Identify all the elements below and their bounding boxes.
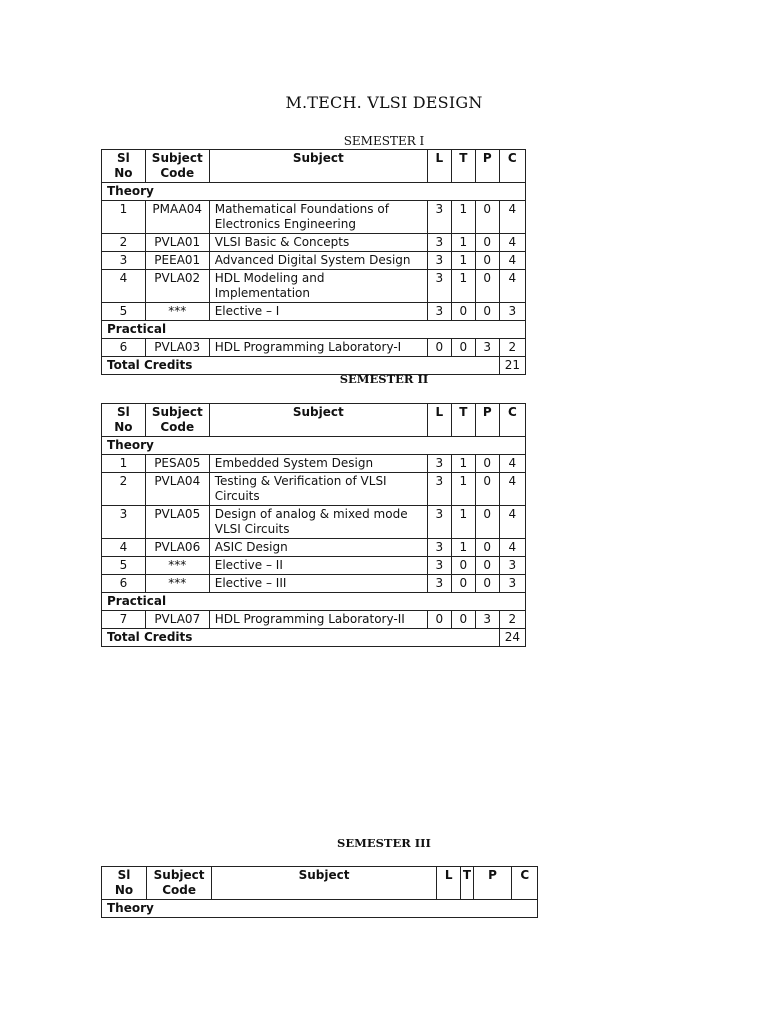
cell-subject: Elective – I xyxy=(209,303,427,321)
cell-p: 0 xyxy=(475,303,499,321)
cell-subject: ASIC Design xyxy=(209,539,427,557)
table-header-row xyxy=(102,150,526,183)
cell-sl: 3 xyxy=(102,252,146,270)
table-row xyxy=(102,270,526,303)
cell-sl: 5 xyxy=(102,303,146,321)
total-credits-value: 21 xyxy=(499,357,525,375)
cell-p: 0 xyxy=(475,557,499,575)
cell-l: 3 xyxy=(427,252,451,270)
cell-code: PVLA06 xyxy=(145,539,209,557)
cell-t: 0 xyxy=(451,611,475,629)
col-c: C xyxy=(499,404,525,437)
section-row xyxy=(102,900,538,918)
col-p: P xyxy=(475,150,499,183)
cell-sl: 1 xyxy=(102,455,146,473)
col-subject: Subject xyxy=(209,150,427,183)
table-row xyxy=(102,252,526,270)
document-title: M.TECH. VLSI DESIGN xyxy=(285,93,483,112)
cell-code: PEEA01 xyxy=(145,252,209,270)
semester-1-heading: SEMESTER I xyxy=(343,134,425,148)
cell-subject: Elective – III xyxy=(209,575,427,593)
cell-p: 3 xyxy=(475,611,499,629)
col-subject: Subject xyxy=(209,404,427,437)
cell-p: 0 xyxy=(475,539,499,557)
cell-subject: Embedded System Design xyxy=(209,455,427,473)
cell-subject: VLSI Basic & Concepts xyxy=(209,234,427,252)
section-label-practical: Practical xyxy=(102,321,526,339)
cell-code: PMAA04 xyxy=(145,201,209,234)
cell-t: 1 xyxy=(451,473,475,506)
col-c: C xyxy=(499,150,525,183)
cell-c: 4 xyxy=(499,252,525,270)
col-l: L xyxy=(427,150,451,183)
table-header-row xyxy=(102,867,538,900)
section-label-theory: Theory xyxy=(102,183,526,201)
cell-l: 3 xyxy=(427,201,451,234)
cell-t: 1 xyxy=(451,455,475,473)
cell-c: 4 xyxy=(499,234,525,252)
cell-code: *** xyxy=(145,575,209,593)
section-label-practical: Practical xyxy=(102,593,526,611)
cell-t: 1 xyxy=(451,270,475,303)
col-c: C xyxy=(512,867,538,900)
cell-sl: 7 xyxy=(102,611,146,629)
cell-code: PVLA01 xyxy=(145,234,209,252)
cell-code: PVLA07 xyxy=(145,611,209,629)
cell-t: 0 xyxy=(451,575,475,593)
cell-l: 3 xyxy=(427,557,451,575)
cell-subject: Advanced Digital System Design xyxy=(209,252,427,270)
cell-p: 0 xyxy=(475,234,499,252)
cell-c: 3 xyxy=(499,557,525,575)
cell-subject: Mathematical Foundations of Electronics Engineering xyxy=(209,201,427,234)
cell-sl: 6 xyxy=(102,339,146,357)
section-label-theory: Theory xyxy=(102,900,538,918)
section-row xyxy=(102,593,526,611)
cell-c: 4 xyxy=(499,270,525,303)
col-sl-no: Sl No xyxy=(102,867,147,900)
cell-p: 0 xyxy=(475,575,499,593)
cell-sl: 2 xyxy=(102,234,146,252)
col-t: T xyxy=(451,404,475,437)
cell-sl: 6 xyxy=(102,575,146,593)
cell-p: 0 xyxy=(475,455,499,473)
table-row xyxy=(102,234,526,252)
cell-code: PESA05 xyxy=(145,455,209,473)
col-subject: Subject xyxy=(212,867,437,900)
table-row xyxy=(102,575,526,593)
cell-l: 0 xyxy=(427,339,451,357)
table-row xyxy=(102,506,526,539)
col-l: L xyxy=(427,404,451,437)
col-p: P xyxy=(475,404,499,437)
table-row xyxy=(102,557,526,575)
section-row xyxy=(102,437,526,455)
cell-c: 2 xyxy=(499,339,525,357)
semester-1-table xyxy=(101,149,526,375)
semester-2-heading: SEMESTER II xyxy=(339,372,429,386)
cell-subject: Design of analog & mixed mode VLSI Circuits xyxy=(209,506,427,539)
section-label-theory: Theory xyxy=(102,437,526,455)
cell-p: 0 xyxy=(475,270,499,303)
cell-sl: 5 xyxy=(102,557,146,575)
cell-subject: HDL Programming Laboratory-II xyxy=(209,611,427,629)
cell-c: 3 xyxy=(499,303,525,321)
col-subject-code: Subject Code xyxy=(146,867,211,900)
cell-c: 4 xyxy=(499,473,525,506)
cell-t: 1 xyxy=(451,234,475,252)
cell-t: 1 xyxy=(451,201,475,234)
total-credits-value: 24 xyxy=(499,629,525,647)
cell-t: 1 xyxy=(451,506,475,539)
cell-l: 3 xyxy=(427,506,451,539)
table-row xyxy=(102,339,526,357)
cell-p: 3 xyxy=(475,339,499,357)
cell-sl: 4 xyxy=(102,270,146,303)
table-row xyxy=(102,611,526,629)
cell-t: 0 xyxy=(451,339,475,357)
cell-p: 0 xyxy=(475,201,499,234)
cell-p: 0 xyxy=(475,506,499,539)
col-sl-no: Sl No xyxy=(102,150,146,183)
cell-t: 0 xyxy=(451,557,475,575)
cell-sl: 3 xyxy=(102,506,146,539)
cell-c: 4 xyxy=(499,455,525,473)
table-row xyxy=(102,201,526,234)
col-subject-code: Subject Code xyxy=(145,404,209,437)
total-credits-label: Total Credits xyxy=(102,357,500,375)
cell-l: 3 xyxy=(427,270,451,303)
cell-l: 3 xyxy=(427,234,451,252)
semester-3-heading: SEMESTER III xyxy=(337,836,431,850)
cell-c: 3 xyxy=(499,575,525,593)
cell-c: 4 xyxy=(499,539,525,557)
semester-3-table xyxy=(101,866,538,918)
total-credits-label: Total Credits xyxy=(102,629,500,647)
col-t: T xyxy=(461,867,473,900)
cell-subject: Testing & Verification of VLSI Circuits xyxy=(209,473,427,506)
cell-code: PVLA02 xyxy=(145,270,209,303)
cell-code: PVLA05 xyxy=(145,506,209,539)
cell-subject: HDL Modeling and Implementation xyxy=(209,270,427,303)
cell-p: 0 xyxy=(475,252,499,270)
table-row xyxy=(102,473,526,506)
col-sl-no: Sl No xyxy=(102,404,146,437)
cell-subject: HDL Programming Laboratory-I xyxy=(209,339,427,357)
cell-code: PVLA03 xyxy=(145,339,209,357)
cell-code: PVLA04 xyxy=(145,473,209,506)
cell-l: 3 xyxy=(427,473,451,506)
cell-l: 3 xyxy=(427,455,451,473)
cell-sl: 2 xyxy=(102,473,146,506)
cell-c: 4 xyxy=(499,201,525,234)
cell-code: *** xyxy=(145,557,209,575)
cell-c: 4 xyxy=(499,506,525,539)
cell-sl: 1 xyxy=(102,201,146,234)
section-row xyxy=(102,183,526,201)
cell-c: 2 xyxy=(499,611,525,629)
semester-2-table xyxy=(101,403,526,647)
col-subject-code: Subject Code xyxy=(145,150,209,183)
table-row xyxy=(102,455,526,473)
col-p: P xyxy=(473,867,512,900)
cell-l: 3 xyxy=(427,303,451,321)
cell-p: 0 xyxy=(475,473,499,506)
cell-t: 1 xyxy=(451,252,475,270)
cell-subject: Elective – II xyxy=(209,557,427,575)
cell-sl: 4 xyxy=(102,539,146,557)
section-row xyxy=(102,321,526,339)
cell-t: 1 xyxy=(451,539,475,557)
table-row xyxy=(102,539,526,557)
table-row xyxy=(102,303,526,321)
cell-l: 3 xyxy=(427,575,451,593)
col-t: T xyxy=(451,150,475,183)
total-row xyxy=(102,629,526,647)
cell-code: *** xyxy=(145,303,209,321)
cell-t: 0 xyxy=(451,303,475,321)
cell-l: 3 xyxy=(427,539,451,557)
cell-l: 0 xyxy=(427,611,451,629)
table-header-row xyxy=(102,404,526,437)
col-l: L xyxy=(436,867,461,900)
